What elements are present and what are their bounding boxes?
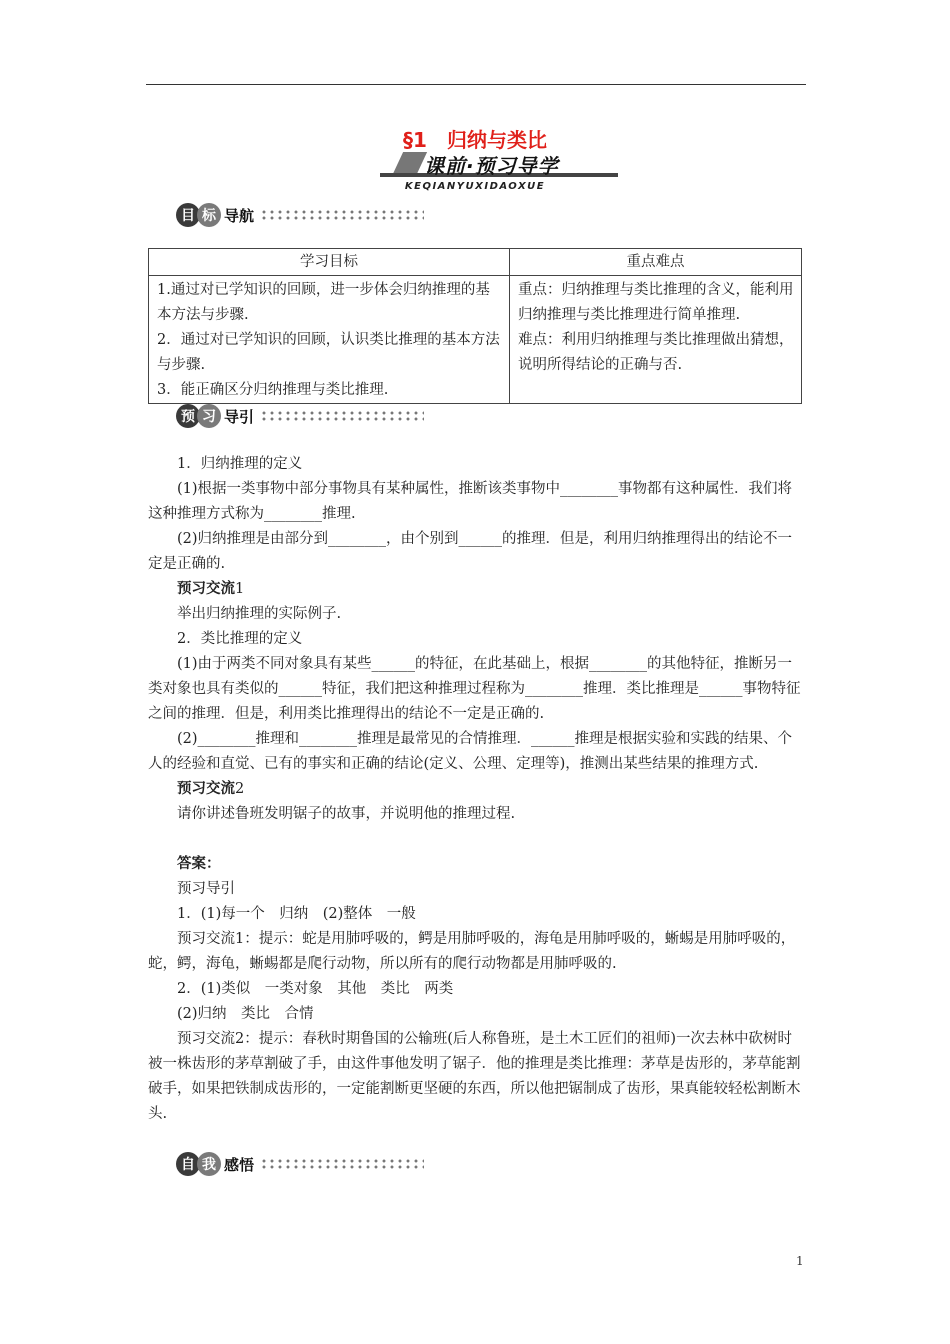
badge-char: 自 <box>176 1152 200 1176</box>
answer-line: 2．(1)类似 一类对象 其他 类比 两类 <box>177 981 454 997</box>
key-point-item: 难点：利用归纳推理与类比推理做出猜想，说明所得结论的正确与否. <box>518 332 794 373</box>
table-cell-key-points <box>510 276 802 404</box>
answer-line: 预习导引 <box>177 881 235 897</box>
paragraph: (2)________推理和________推理是最常见的合情推理．______推理是根据实验和实践的结果、个人的经验和直觉、已有的事实和正确的结论(定义、公理、定理等)，推测出某些结果的推理方式. <box>148 731 793 772</box>
exchange-heading-1 <box>148 577 806 602</box>
paragraph: 2．类比推理的定义 <box>177 631 303 647</box>
paragraph: 1．归纳推理的定义 <box>177 456 303 472</box>
badge-char: 目 <box>176 203 200 227</box>
page-title: §1 归纳与类比 <box>403 128 547 152</box>
paragraph: 请你讲述鲁班发明锯子的故事，并说明他的推理过程. <box>177 806 516 822</box>
badge-char: 我 <box>197 1152 221 1176</box>
section-goals-heading <box>176 202 424 228</box>
goal-item: 3．能正确区分归纳推理与类比推理. <box>157 382 389 398</box>
goal-item: 2．通过对已学知识的回顾，认识类比推理的基本方法与步骤. <box>157 332 500 373</box>
section-label: 感悟 <box>224 1155 255 1174</box>
header-rule <box>146 84 806 85</box>
badge-char: 预 <box>176 404 200 428</box>
page-number: 1 <box>796 1254 804 1268</box>
exchange-heading-2 <box>148 777 806 802</box>
key-point-item: 重点：归纳推理与类比推理的含义，能利用归纳推理与类比推理进行简单推理. <box>518 282 794 323</box>
exchange-number: 1 <box>235 581 245 597</box>
badge-char: 标 <box>197 203 221 227</box>
paragraph: (1)根据一类事物中部分事物具有某种属性，推断该类事物中________事物都有这种属性．我们将这种推理方式称为________推理. <box>148 481 793 522</box>
section-preview-heading <box>176 403 424 429</box>
section-label: 导引 <box>224 407 255 426</box>
answer-line: 1．(1)每一个 归纳 (2)整体 一般 <box>177 906 416 922</box>
answer-line: 预习交流1：提示：蛇是用肺呼吸的，鳄是用肺呼吸的，海龟是用肺呼吸的，蜥蜴是用肺呼吸的，蛇，鳄，海龟，蜥蜴都是爬行动物，所以所有的爬行动物都是用肺呼吸的. <box>148 931 796 972</box>
exchange-label: 预习交流 <box>177 581 235 597</box>
exchange-number: 2 <box>235 781 245 797</box>
badge-char: 习 <box>197 404 221 428</box>
answers-label: 答案： <box>177 856 221 872</box>
paragraph: (2)归纳推理是由部分到________，由个别到______的推理．但是，利用归纳推理得出的结论不一定是正确的. <box>148 531 793 572</box>
section-label: 导航 <box>224 206 255 225</box>
main-content <box>148 452 806 1127</box>
banner-decoration <box>393 152 427 174</box>
table-header: 重点难点 <box>510 249 802 276</box>
paragraph: (1)由于两类不同对象具有某些______的特征，在此基础上，根据________的其他特征，推断另一类对象也具有类似的______特征，我们把这种推理过程称为________推理．类比推理是______事物特征之间的推理．但是，利用类比推理得出的结论不一定是正确的. <box>148 656 801 722</box>
goals-table <box>148 248 802 404</box>
goal-item: 1.通过对已学知识的回顾，进一步体会归纳推理的基本方法与步骤. <box>157 282 490 323</box>
section-reflect-heading <box>176 1151 424 1177</box>
exchange-label: 预习交流 <box>177 781 235 797</box>
section-banner <box>380 152 618 178</box>
dotted-leader <box>260 209 424 221</box>
table-header: 学习目标 <box>149 249 510 276</box>
banner-text: 课前·预习导学 <box>424 154 559 178</box>
paragraph: 举出归纳推理的实际例子. <box>177 606 342 622</box>
answer-line: (2)归纳 类比 合情 <box>177 1006 314 1022</box>
dotted-leader <box>260 1158 424 1170</box>
dotted-leader <box>260 410 424 422</box>
banner-pinyin: KEQIANYUXIDAOXUE <box>404 181 546 192</box>
answer-line: 预习交流2：提示：春秋时期鲁国的公输班(后人称鲁班，是土木工匠们的祖师)一次去林中砍树时被一株齿形的茅草割破了手，由这件事他发明了锯子．他的推理是类比推理：茅草是齿形的，茅草能割破手，如果把铁制成齿形的，一定能割断更坚硬的东西，所以他把锯制成了齿形，果真能较轻松割断木头. <box>148 1031 801 1122</box>
table-cell-goals <box>149 276 510 404</box>
